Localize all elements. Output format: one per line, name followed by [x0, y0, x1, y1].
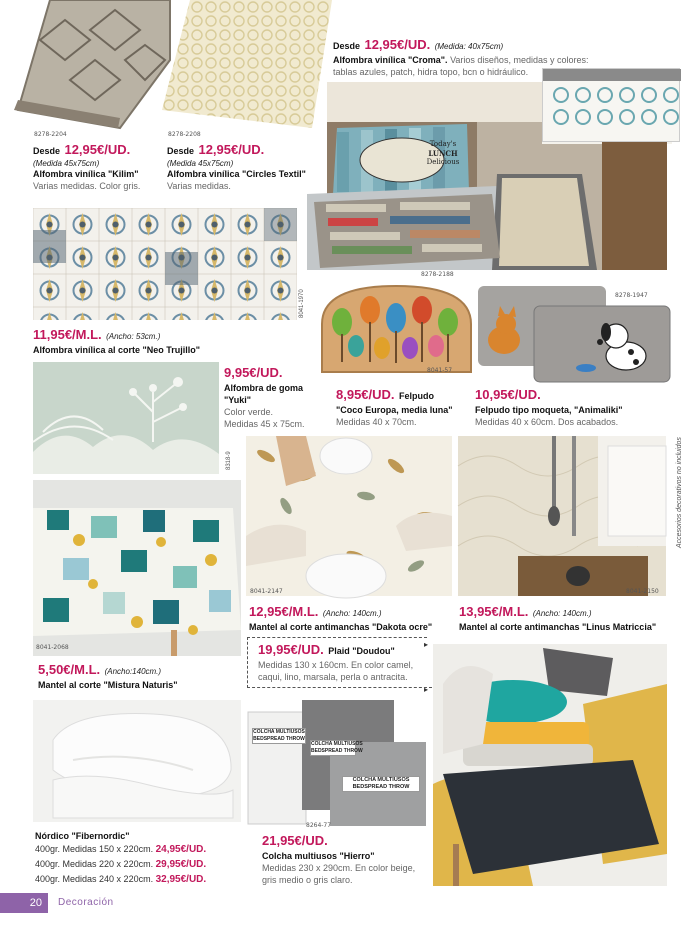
hierro-desc-b: gris medio o gris claro. [262, 875, 353, 885]
coco-code: 8041-57 [427, 367, 453, 374]
linus-caption [459, 603, 674, 633]
hierro-desc-a: Medidas 230 x 290cm. En color beige, [262, 863, 416, 873]
croma-desc-b: tablas azules, patch, hidra topo, bcn o hidráulico. [333, 67, 529, 77]
hierro-caption [262, 832, 437, 886]
croma-mat-text-c: Delicious [426, 158, 460, 166]
animaliki-price: 10,95€/UD. [475, 387, 541, 402]
doudou-price: 19,95€/UD. [258, 642, 324, 657]
croma-name: Alfombra vinílica "Croma". [333, 55, 448, 65]
fibernordic-row-text: 400gr. Medidas 240 x 220cm. [35, 874, 154, 884]
hierro-label-text: BEDSPREAD THROW [253, 736, 305, 742]
circles-price: 12,95€/UD. [198, 142, 265, 157]
linus-name: Mantel al corte antimanchas "Linus Matriccia" [459, 622, 657, 632]
trujillo-caption [33, 326, 313, 356]
yuki-price: 9,95€/UD. [224, 365, 283, 380]
coco-name-a: Felpudo [399, 391, 434, 401]
dakota-price: 12,95€/M.L. [249, 604, 319, 619]
hierro-price: 21,95€/UD. [262, 833, 328, 848]
yuki-caption [224, 364, 324, 430]
kilim-rug-image [10, 0, 170, 128]
dakota-tablecloth-image [246, 436, 452, 596]
hierro-label-text: COLCHA MULTIUSOS [311, 741, 363, 747]
linus-code: 8041-2150 [626, 588, 659, 595]
hierro-label-1 [252, 728, 306, 744]
circles-rug-image [162, 0, 332, 128]
page-number: 20 [29, 897, 42, 909]
yuki-name-a: Alfombra de goma [224, 383, 304, 393]
circles-code: 8278-2208 [168, 131, 201, 138]
fibernordic-duvet-image [33, 700, 241, 822]
fibernordic-row-text: 400gr. Medidas 220 x 220cm. [35, 859, 154, 869]
arrow-icon: ▸ [424, 685, 429, 694]
kilim-name: Alfombra vinílica "Kilim" [33, 169, 139, 179]
mistura-tablecloth-image [33, 480, 241, 656]
fibernordic-row [35, 842, 245, 857]
fibernordic-name: Nórdico "Fibernordic" [35, 831, 130, 841]
animaliki-desc: Medidas 40 x 60cm. Dos acabados. [475, 417, 619, 427]
hierro-label-3 [342, 776, 420, 792]
hierro-label-text: BEDSPREAD THROW [311, 748, 363, 754]
doudou-name: Plaid "Doudou" [328, 646, 395, 656]
animaliki-name: Felpudo tipo moqueta, "Animaliki" [475, 405, 623, 415]
dakota-code: 8041-2147 [250, 588, 283, 595]
side-note: Accesorios decorativos no incluidos [676, 437, 683, 548]
yuki-name-b: "Yuki" [224, 395, 252, 405]
dakota-measure: (Ancho: 140cm.) [322, 609, 382, 618]
hierro-bedspread-image [246, 700, 432, 828]
circles-name: Alfombra vinílica "Circles Textil" [167, 169, 306, 179]
mistura-code: 8041-2068 [36, 644, 69, 651]
croma-mat-text-b: LUNCH [428, 149, 458, 158]
animaliki-code: 8278-1947 [615, 292, 648, 299]
dakota-name: Mantel al corte antimanchas "Dakota ocre" [249, 622, 433, 632]
trujillo-tile-rug-image [33, 208, 297, 320]
hierro-label-text: COLCHA MULTIUSOS [352, 777, 410, 783]
croma-from: Desde [333, 41, 361, 51]
coco-desc: Medidas 40 x 70cm. [336, 417, 417, 427]
doudou-arrow-top [247, 637, 427, 638]
yuki-rubber-mat-image [33, 362, 219, 474]
yuki-code: 8318-9 [226, 451, 232, 470]
hierro-label-text: COLCHA MULTIUSOS [253, 729, 305, 735]
fibernordic-row-price: 29,95€/UD. [155, 859, 207, 870]
circles-measure: (Medida 45x75cm) [167, 159, 234, 168]
page-number-badge [0, 893, 48, 913]
circles-desc: Varias medidas. [167, 181, 231, 191]
trujillo-price: 11,95€/M.L. [33, 327, 102, 342]
kilim-price: 12,95€/UD. [64, 142, 131, 157]
hierro-label-2 [310, 740, 363, 756]
dakota-caption [249, 603, 459, 633]
hierro-name: Colcha multiusos "Hierro" [262, 851, 375, 861]
croma-measure: (Medida: 40x75cm) [434, 42, 504, 51]
linus-tablecloth-image [458, 436, 666, 596]
mistura-name: Mantel al corte "Mistura Naturis" [38, 680, 178, 690]
kilim-from: Desde [33, 146, 61, 156]
trujillo-code: 8041-1970 [299, 289, 305, 318]
yuki-desc-b: Medidas 45 x 75cm. [224, 419, 305, 429]
section-label: Decoración [58, 897, 114, 908]
croma-sign-mat-image [310, 194, 500, 268]
coco-caption [336, 386, 476, 428]
kilim-measure: (Medida 45x75cm) [33, 159, 100, 168]
animaliki-doormat-image [476, 284, 672, 384]
mistura-caption [38, 661, 248, 691]
fibernordic-row [35, 872, 245, 887]
coco-doormat-image [320, 284, 473, 374]
kilim-code: 8278-2204 [34, 131, 67, 138]
linus-measure: (Ancho: 140cm.) [532, 609, 592, 618]
croma-mat-text-a: Today's [429, 140, 457, 148]
doudou-desc-a: Medidas 130 x 160cm. En color camel, [258, 660, 414, 670]
croma-desc-a: Varios diseños, medidas y colores: [450, 55, 589, 65]
kilim-desc: Varias medidas. Color gris. [33, 181, 141, 191]
hierro-label-text: BEDSPREAD THROW [352, 784, 410, 790]
hierro-code: 8264-77 [306, 822, 332, 829]
trujillo-name: Alfombra vinílica al corte "Neo Trujillo" [33, 345, 201, 355]
trujillo-measure: (Ancho: 53cm.) [106, 332, 161, 341]
doudou-desc-b: caqui, lino, marsala, perla o antracita. [258, 672, 408, 682]
fibernordic-row [35, 857, 245, 872]
yuki-desc-a: Color verde. [224, 407, 274, 417]
croma-tile-inset-image [542, 68, 680, 142]
doudou-caption [247, 637, 432, 688]
fibernordic-row-price: 32,95€/UD. [155, 874, 207, 885]
doudou-plaid-image [433, 644, 667, 886]
croma-mat-text [413, 140, 473, 167]
circles-caption [167, 141, 327, 192]
mistura-price: 5,50€/M.L. [38, 662, 101, 677]
fibernordic-caption [35, 830, 245, 887]
mistura-measure: (Ancho:140cm.) [104, 667, 162, 676]
fibernordic-row-price: 24,95€/UD. [155, 844, 207, 855]
coco-name-b: "Coco Europa, media luna" [336, 405, 453, 415]
fibernordic-row-text: 400gr. Medidas 150 x 220cm. [35, 844, 154, 854]
linus-price: 13,95€/M.L. [459, 604, 529, 619]
kilim-caption [33, 141, 163, 192]
coco-price: 8,95€/UD. [336, 387, 395, 402]
circles-from: Desde [167, 146, 195, 156]
croma-code: 8278-2188 [421, 271, 454, 278]
croma-price: 12,95€/UD. [364, 37, 431, 52]
arrow-icon: ▸ [424, 640, 429, 649]
animaliki-caption [475, 386, 670, 428]
